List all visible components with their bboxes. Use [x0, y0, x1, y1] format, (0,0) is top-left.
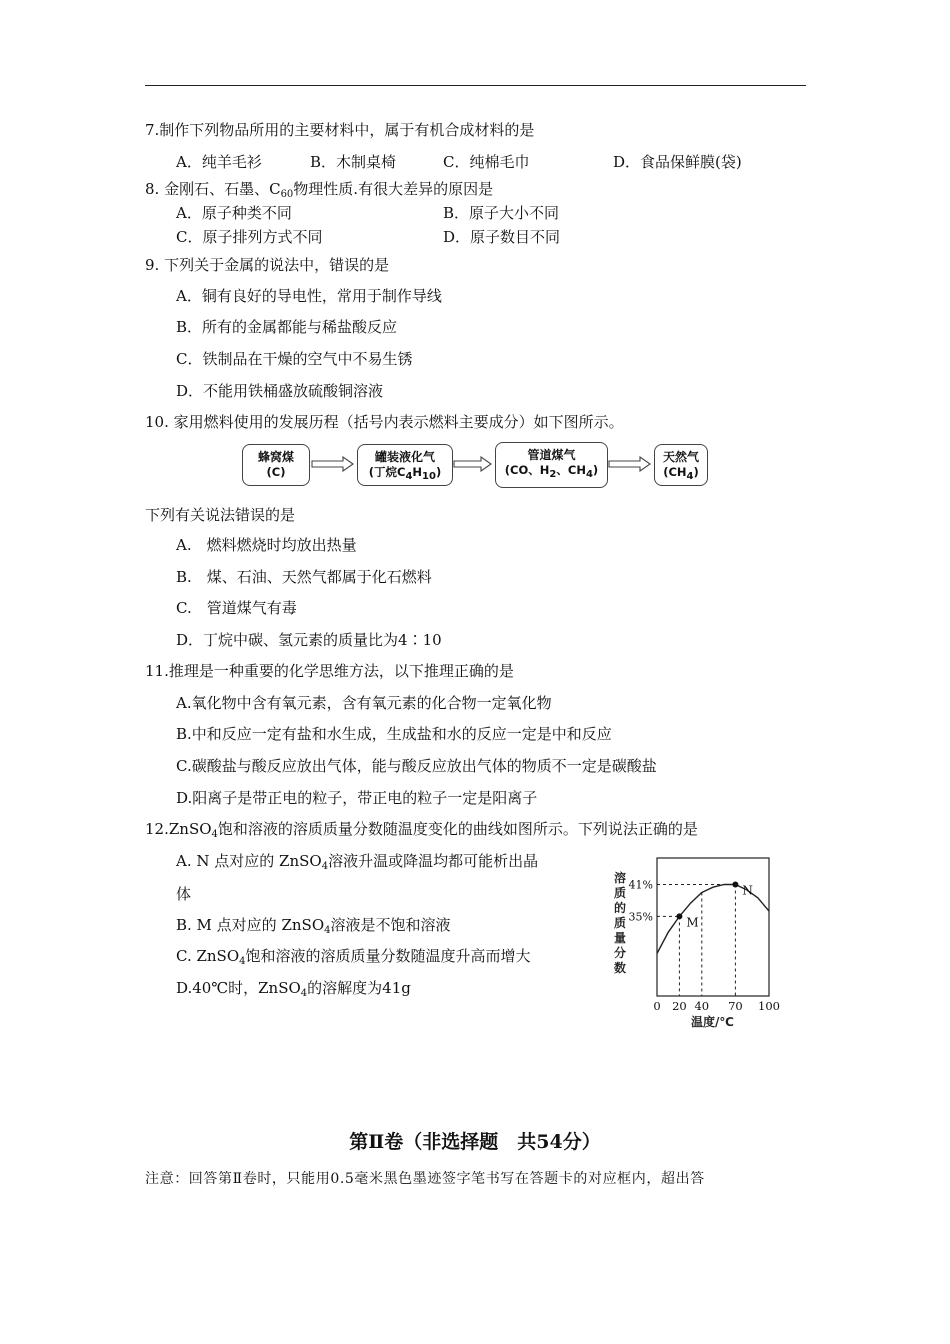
q7-stem: 7.制作下列物品所用的主要材料中，属于有机合成材料的是 [145, 121, 535, 139]
q8-option-d: D．原子数目不同 [443, 228, 561, 246]
q11-option-d: D.阳离子是带正电的粒子，带正电的粒子一定是阳离子 [176, 789, 538, 807]
point-M [676, 913, 682, 919]
x-tick-label: 0 [653, 999, 661, 1013]
flow-arrow-2 [453, 456, 493, 472]
flow-box-natural-gas: 天然气 $(CH_4)$ [654, 444, 708, 486]
q12-option-c: C. ZnSO$_4$饱和溶液的溶质质量分数随温度升高而增大 [176, 947, 531, 967]
x-tick-label: 20 [672, 999, 687, 1013]
q9-option-c: C．铁制品在干燥的空气中不易生锈 [176, 350, 413, 368]
flow-box-lpg: 罐装液化气 (丁烷$C_4H_{10}$) [357, 444, 453, 486]
q11-option-b: B.中和反应一定有盐和水生成，生成盐和水的反应一定是中和反应 [176, 725, 612, 743]
solubility-chart-svg [600, 850, 800, 1035]
q8-option-b: B．原子大小不同 [443, 204, 560, 222]
q10-question: 下列有关说法错误的是 [145, 506, 296, 524]
x-axis-label: 温度/℃ [691, 1015, 734, 1029]
x-tick-label: 70 [728, 999, 743, 1013]
q9-option-a: A．铜有良好的导电性，常用于制作导线 [176, 287, 442, 305]
q7-option-d: D．食品保鲜膜(袋) [613, 153, 742, 171]
q12-stem: 12.ZnSO$_4$饱和溶液的溶质质量分数随温度变化的曲线如图所示。下列说法正确的是 [145, 820, 698, 840]
flow-arrow-1 [311, 456, 355, 472]
y-tick-label: 35% [628, 910, 653, 924]
q8-option-a: A．原子种类不同 [176, 204, 292, 222]
q8-option-c: C．原子排列方式不同 [176, 228, 323, 246]
q7-option-a: A．纯羊毛衫 [176, 153, 262, 171]
q10-stem: 10. 家用燃料使用的发展历程（括号内表示燃料主要成分）如下图所示。 [145, 413, 624, 431]
x-tick-label: 100 [758, 999, 780, 1013]
q7-option-c: C．纯棉毛巾 [443, 153, 530, 171]
flow-box-honeycomb-coal: 蜂窝煤 (C) [242, 444, 310, 486]
q11-stem: 11.推理是一种重要的化学思维方法，以下推理正确的是 [145, 662, 514, 680]
point-label-N: N [742, 883, 753, 898]
q10-option-d: D．丁烷中碳、氢元素的质量比为4∶10 [176, 631, 442, 649]
q9-option-b: B．所有的金属都能与稀盐酸反应 [176, 318, 398, 336]
q12-option-d: D.40℃时，ZnSO$_4$的溶解度为41g [176, 979, 411, 999]
q10-option-b: B. 煤、石油、天然气都属于化石燃料 [176, 568, 432, 586]
flow-arrow-3 [608, 456, 652, 472]
y-tick-label: 41% [628, 878, 653, 892]
header-rule [145, 85, 806, 86]
q7-option-b: B．木制桌椅 [310, 153, 397, 171]
q9-option-d: D．不能用铁桶盛放硫酸铜溶液 [176, 382, 384, 400]
q11-option-a: A.氧化物中含有氧元素，含有氧元素的化合物一定氧化物 [176, 694, 552, 712]
chart-frame [657, 858, 769, 996]
part2-notice: 注意：回答第Ⅱ卷时，只能用0.5毫米黑色墨迹签字笔书写在答题卡的对应框内，超出答 [145, 1171, 705, 1187]
q10-option-a: A. 燃料燃烧时均放出热量 [176, 536, 357, 554]
q12-option-b: B. M 点对应的 ZnSO$_4$溶液是不饱和溶液 [176, 916, 451, 936]
q11-option-c: C.碳酸盐与酸反应放出气体，能与酸反应放出气体的物质不一定是碳酸盐 [176, 757, 657, 775]
solubility-chart [600, 850, 800, 1035]
q8-stem: 8. 金刚石、石墨、$C_{60}$物理性质.有很大差异的原因是 [145, 180, 494, 200]
y-axis-label: 溶质的质量分数 [614, 871, 627, 975]
q12-option-a-cont: 体 [176, 885, 192, 903]
q9-stem: 9. 下列关于金属的说法中，错误的是 [145, 256, 390, 274]
x-tick-label: 40 [694, 999, 710, 1013]
flow-box-pipeline-gas: 管道煤气 (CO、$H_2$、$CH_4$) [495, 442, 608, 488]
q10-option-c: C. 管道煤气有毒 [176, 599, 297, 617]
point-N [732, 882, 738, 888]
point-label-M: M [686, 915, 699, 930]
q12-option-a: A. N 点对应的 ZnSO$_4$溶液升温或降温均都可能析出晶 [176, 852, 539, 872]
part2-title: 第Ⅱ卷（非选择题 共54分） [349, 1131, 601, 1153]
